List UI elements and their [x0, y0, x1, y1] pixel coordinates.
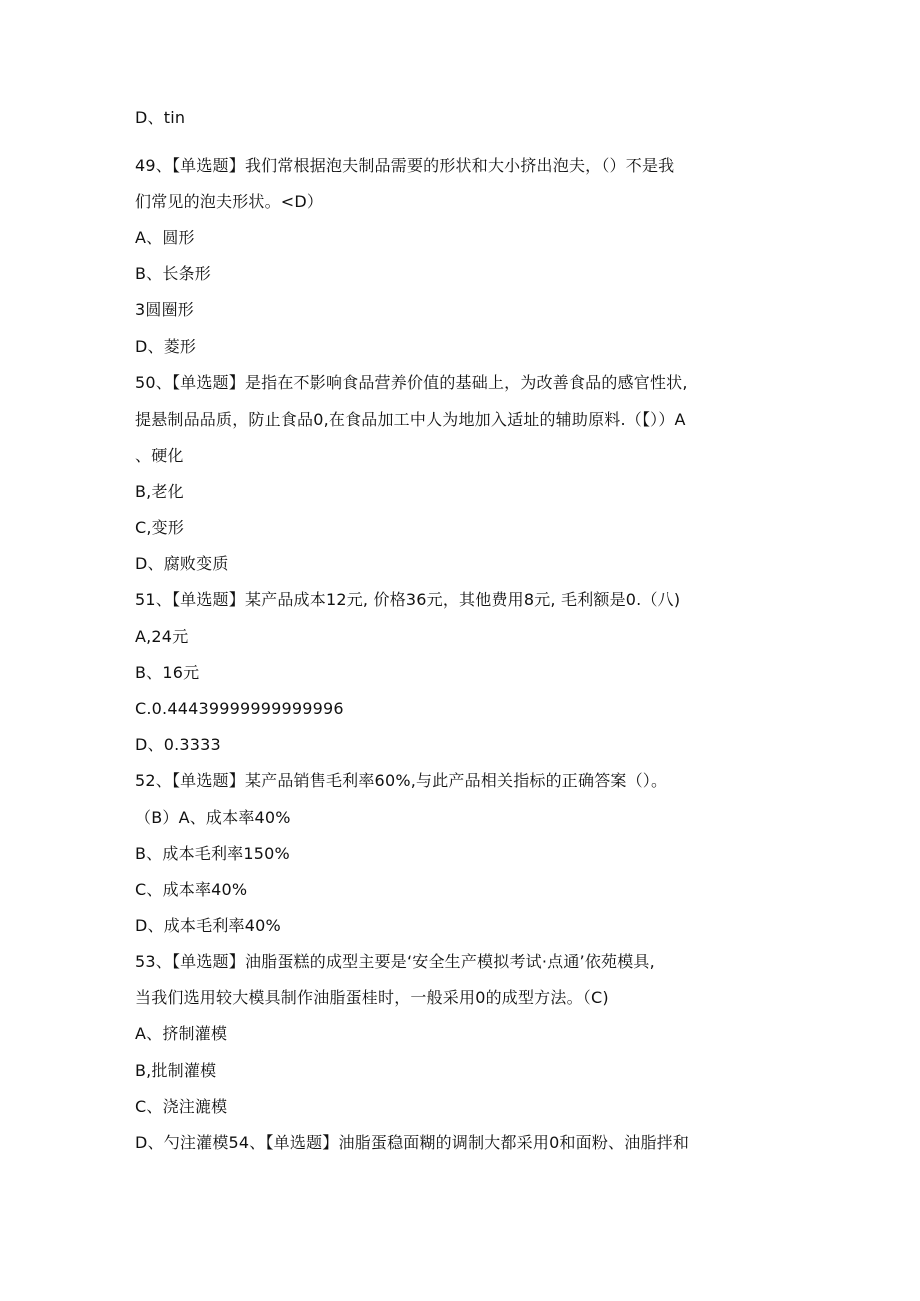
option-d-q51: D、0.3333 [135, 735, 221, 754]
option-c-q53: C、浇注漉模 [135, 1097, 228, 1116]
option-b-q52: B、成本毛利率150% [135, 844, 290, 863]
option-c-q49: 3圆圈形 [135, 300, 194, 319]
question-52: 52、【单选题】某产品销售毛利率60%,与此产品相关指标的正确答案（）。 [135, 771, 668, 790]
option-b-q49: B、长条形 [135, 264, 211, 283]
option-c-q50: C,变形 [135, 518, 185, 537]
option-b-q53: B,批制灌模 [135, 1061, 217, 1080]
option-d-q49: D、菱形 [135, 337, 197, 356]
option-d-q50: D、腐败变质 [135, 554, 229, 573]
option-c-q52: C、成本率40% [135, 880, 248, 899]
option-d-q53-question-54: D、勺注灌模54、【单选题】油脂蛋稳面糊的调制大都采用0和面粉、油脂拌和 [135, 1133, 690, 1152]
option-b-q51: B、16元 [135, 663, 200, 682]
option-a-q53: A、挤制灌模 [135, 1024, 228, 1043]
option-d-q52: D、成本毛利率40% [135, 916, 281, 935]
question-53-line-1: 53、【单选题】油脂蛋糕的成型主要是‘安全生产模拟考试·点通’依苑模具, [135, 952, 655, 971]
option-b-q50: B,老化 [135, 482, 184, 501]
option-c-q51: C.0.44439999999999996 [135, 699, 344, 718]
option-a-q50: 、硬化 [135, 446, 184, 465]
question-50-line-2: 提悬制品品质，防止食品0,在食品加工中人为地加入适址的辅助原料.（【））A [135, 410, 686, 429]
question-49-line-1: 49、【单选题】我们常根据泡夫制品需要的形状和大小挤出泡夫，（）不是我 [135, 156, 675, 175]
option-a-q52: （B）A、成本率40% [135, 808, 291, 827]
option-a-q49: A、圆形 [135, 228, 195, 247]
question-49-line-2: 们常见的泡夫形状。<D） [135, 192, 324, 211]
question-50-line-1: 50、【单选题】是指在不影响食品营养价值的基础上，为改善食品的感官性状, [135, 373, 688, 392]
question-53-line-2: 当我们选用较大模具制作油脂蛋桂时，一般采用0的成型方法。（C) [135, 988, 609, 1007]
option-a-q51: A,24元 [135, 627, 189, 646]
question-51: 51、【单选题】某产品成本12元, 价格36元，其他费用8元, 毛利额是0.（八) [135, 590, 681, 609]
option-d-q48: D、tin [135, 108, 186, 127]
